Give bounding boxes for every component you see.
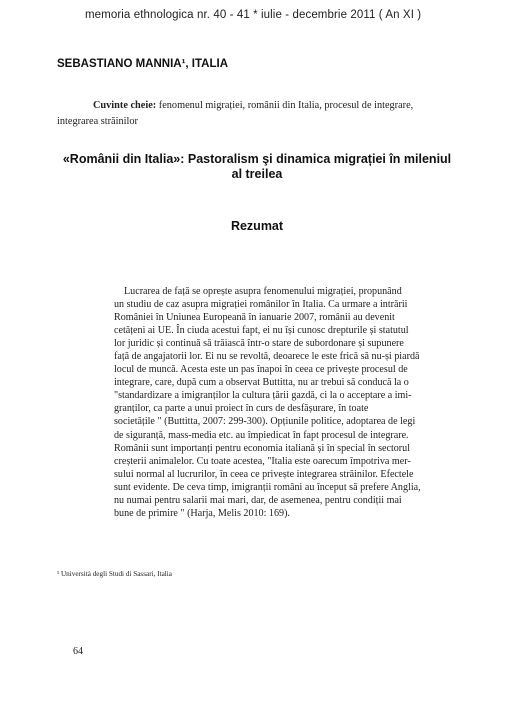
abstract-line: cetățeni ai UE. În ciuda acestui fapt, ei nu își cunosc drepturile și statutul bbox=[114, 325, 409, 337]
abstract-heading: Rezumat bbox=[230, 219, 284, 233]
abstract-line: sului normal al lucrurilor, în ceea ce privește integrarea străinilor. Efectele bbox=[114, 468, 414, 480]
author-line: SEBASTIANO MANNIA¹, ITALIA bbox=[57, 58, 229, 70]
abstract-line: integrare, care, după cum a observat Buttitta, nu ar trebui să conducă la o bbox=[114, 377, 409, 389]
abstract-line: un studiu de caz asupra migrației românilor în Italia. Ca urmare a intrării bbox=[114, 299, 408, 311]
page-number: 64 bbox=[73, 646, 83, 657]
abstract-line: bune de primire " (Harja, Melis 2010: 169). bbox=[114, 507, 290, 519]
abstract-line: României în Uniunea Europeană în ianuarie 2007, românii au devenit bbox=[114, 312, 395, 324]
article-title: «Românii din Italia»: Pastoralism şi dinamica migrației în mileniul al treilea bbox=[62, 152, 452, 181]
keywords-text: fenomenul migrației, românii din Italia, procesul de integrare, integrarea străinilor bbox=[57, 100, 414, 127]
abstract-line: lor juridic și continuă să trăiască într-o stare de subordonare și supunere bbox=[114, 338, 404, 350]
abstract-line: locul de muncă. Acesta este un pas înapoi în ceea ce privește procesul de bbox=[114, 364, 408, 376]
footnote: ¹ Università degli Studi di Sassari, Italia bbox=[57, 570, 172, 578]
abstract-line: creșterii animalelor. Cu toate acestea, "Italia este oarecum împotriva mer- bbox=[114, 455, 411, 467]
keywords-paragraph bbox=[57, 98, 455, 130]
abstract-line: sunt evidente. De ceva timp, imigranții români au început să prefere Anglia, bbox=[114, 481, 421, 493]
abstract-line: societățile " (Buttitta, 2007: 299-300). Opțiunile politice, adoptarea de legi bbox=[114, 416, 416, 428]
abstract-line: față de angajatorii lor. Ei nu se revoltă, deoarece le este frică să nu-și piardă bbox=[114, 351, 420, 363]
abstract-line: de siguranță, mass-media etc. au împiedicat în fapt procesul de integrare. bbox=[114, 429, 409, 441]
abstract-line: Lucrarea de față se oprește asupra fenomenului migrației, propunând bbox=[124, 286, 402, 297]
abstract-body bbox=[114, 285, 429, 520]
abstract-line: Românii sunt importanți pentru economia italiană și în special în sectorul bbox=[114, 442, 411, 454]
abstract-line: "standardizare a imigranților la cultura țării gazdă, ci la o acceptare a imi- bbox=[114, 390, 412, 402]
running-header: memoria ethnologica nr. 40 - 41 * iulie - decembrie 2011 ( An XI ) bbox=[85, 9, 422, 21]
keywords-label: Cuvinte cheie: bbox=[93, 100, 157, 111]
abstract-line: nu numai pentru salarii mai mari, dar, de asemenea, pentru condiții mai bbox=[114, 494, 402, 506]
abstract-line: granților, ca parte a unui proiect în curs de desfășurare, în toate bbox=[114, 403, 369, 415]
